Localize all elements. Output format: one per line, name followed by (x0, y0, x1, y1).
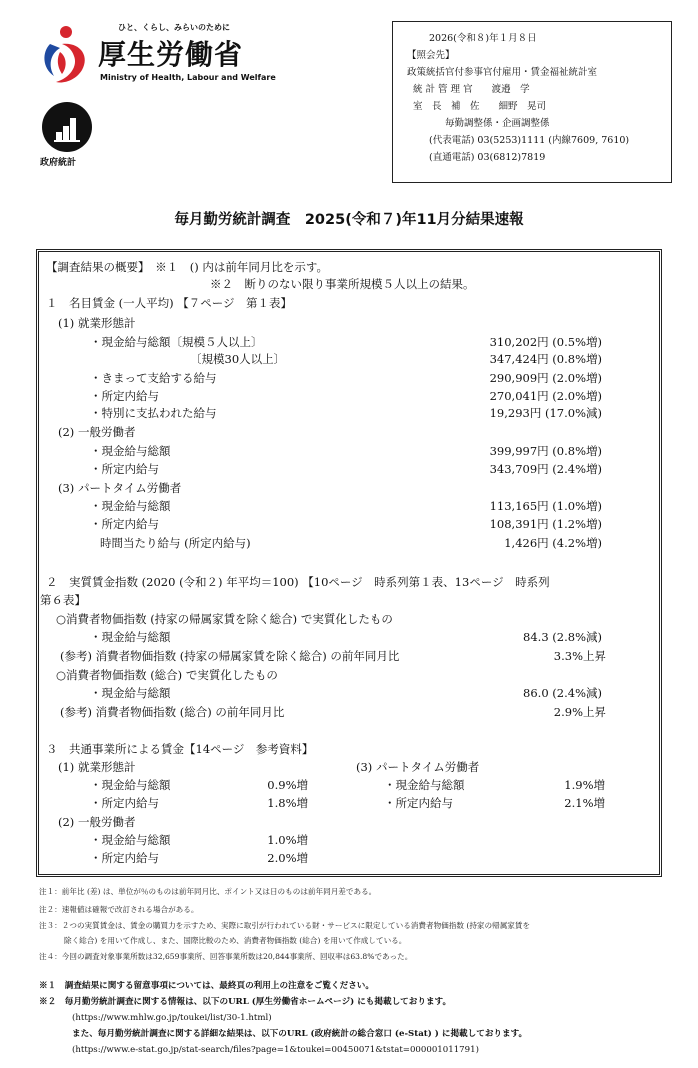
s1-group-2-title: (2) 一般労働者 (58, 425, 136, 439)
s1-g1-row-value: 19,293円 (17.0%減) (489, 406, 602, 420)
contact-person-2: 室 長 補 佐 細野 晃司 (413, 101, 547, 112)
note-4: 注４：今回の調査対象事業所数は32,659事業所、回答事業所数は20,844事業所、回収率は63.8%であった。 (39, 952, 413, 961)
logo-mark-red-dot (60, 26, 72, 38)
footnote-3: また、毎月勤労統計調査に関する詳細な結果は、以下のURL (政府統計の総合窓口 (e-Stat) ) に掲載しております。 (72, 1029, 528, 1039)
s1-group-3-title: (3) パートタイム労働者 (58, 481, 182, 495)
s1-g1-row-label: ・所定内給与 (90, 389, 159, 403)
s3-g1-row-value: 0.9%増 (267, 778, 308, 792)
s1-g3-row-value: 108,391円 (1.2%増) (489, 517, 602, 531)
gov-stats-label: 政府統計 (40, 158, 77, 168)
note-3-cont: 除く総合) を用いて作成し、また、国際比較のため、消費者物価指数 (総合) を用いて作成している。 (64, 936, 407, 945)
s2-a-title: ○消費者物価指数 (持家の帰属家賃を除く総合) で実質化したもの (56, 612, 393, 626)
s1-g2-row-value: 399,997円 (0.8%増) (489, 444, 602, 458)
s1-g1-row-label: ・特別に支払われた給与 (90, 406, 217, 420)
contact-office: 政策統括官付参事官付雇用・賃金福祉統計室 (407, 67, 598, 78)
footnote-2: ※２ 毎月勤労統計調査に関する情報は、以下のURL (厚生労働省ホームページ) にも掲載しております。 (39, 997, 452, 1007)
s3-g3-row-value: 2.1%増 (564, 796, 605, 810)
section-2-title: ２ 実質賃金指数 (2020 (令和２) 年平均＝100) 【10ページ 時系列第１表、13ページ 時系列 (46, 575, 550, 589)
contact-phone-direct: (直通電話) 03(6812)7819 (429, 152, 546, 163)
footnote-1: ※１ 調査結果に関する留意事項については、最終頁の利用上の注意をご覧ください。 (39, 981, 374, 991)
logo-mark-blue (44, 44, 60, 76)
section-2-title-cont: 第６表】 (40, 593, 86, 607)
s3-g2-row-value: 1.0%増 (267, 833, 308, 847)
s1-g1-row-label: ・現金給与総額〔規模５人以上〕 (90, 335, 263, 349)
ministry-name-en: Ministry of Health, Labour and Welfare (100, 73, 276, 82)
s3-g2-row-label: ・現金給与総額 (90, 833, 171, 847)
s1-g3-row-value: 113,165円 (1.0%増) (489, 499, 602, 513)
s1-g1-row-value: 270,041円 (2.0%増) (489, 389, 602, 403)
contact-section: 毎勤調整係・企画調整係 (445, 118, 550, 129)
contact-person-1: 統 計 管 理 官 渡邉 学 (413, 84, 530, 95)
contact-phone-main: (代表電話) 03(5253)1111 (内線7609, 7610) (429, 135, 630, 146)
summary-heading-2: ※２ 断りのない限り事業所規模５人以上の結果。 (210, 277, 475, 291)
contact-heading: 【照会先】 (407, 50, 455, 61)
s2-b-ref-label: (参考) 消費者物価指数 (総合) の前年同月比 (60, 705, 285, 719)
s2-b-ref-value: 2.9%上昇 (553, 705, 606, 719)
s1-g2-row-label: ・現金給与総額 (90, 444, 171, 458)
release-date: 2026(令和８)年１月８日 (429, 33, 537, 44)
s3-g3-row-value: 1.9%増 (564, 778, 605, 792)
gov-stats-icon (42, 102, 92, 152)
s1-g3-row-label: ・所定内給与 (90, 517, 159, 531)
s1-g1-row-value: 347,424円 (0.8%増) (489, 352, 602, 366)
s2-a-row-value: 84.3 (2.8%減) (523, 630, 602, 644)
footnote-url-mhlw[interactable]: (https://www.mhlw.go.jp/toukei/list/30-1.html) (72, 1013, 272, 1023)
s2-b-row-value: 86.0 (2.4%減) (523, 686, 602, 700)
s3-group-3-title: (3) パートタイム労働者 (356, 760, 480, 774)
s1-g2-row-label: ・所定内給与 (90, 462, 159, 476)
s3-g1-row-label: ・現金給与総額 (90, 778, 171, 792)
ministry-name: 厚生労働省 (98, 38, 244, 71)
s1-g1-row-label: ・きまって支給する給与 (90, 371, 217, 385)
footnote-url-estat[interactable]: (https://www.e-stat.go.jp/stat-search/files?page=1&toukei=00450071&tstat=000001011791) (72, 1045, 479, 1055)
s1-group-1-title: (1) 就業形態計 (58, 316, 136, 330)
s1-g3-row-label: ・現金給与総額 (90, 499, 171, 513)
section-3-title: ３ 共通事業所による賃金【14ページ 参考資料】 (46, 742, 314, 756)
s3-group-2-title: (2) 一般労働者 (58, 815, 136, 829)
s3-g3-row-label: ・所定内給与 (384, 796, 453, 810)
s1-g2-row-value: 343,709円 (2.4%増) (489, 462, 602, 476)
s3-g2-row-value: 2.0%増 (267, 851, 308, 865)
s2-a-row-label: ・現金給与総額 (90, 630, 171, 644)
note-1: 注１：前年比 (差) は、単位が％のものは前年同月比、ポイント又は日のものは前年同月差である。 (39, 887, 377, 896)
note-2: 注２：速報値は確報で改訂される場合がある。 (39, 905, 199, 914)
logo-mark-red-2 (58, 52, 66, 74)
s2-a-ref-value: 3.3%上昇 (553, 649, 606, 663)
s3-g3-row-label: ・現金給与総額 (384, 778, 465, 792)
note-3: 注３：２つの実質賃金は、賃金の購買力を示すため、実際に取引が行われている財・サービスに限定している消費者物価指数 (持家の帰属家賃を (39, 921, 531, 930)
s1-g1-row-value: 310,202円 (0.5%増) (489, 335, 602, 349)
document-title: 毎月勤労統計調査 2025(令和７)年11月分結果速報 (174, 212, 524, 228)
section-1-title: １ 名目賃金 (一人平均) 【７ページ 第１表】 (46, 296, 293, 310)
s2-b-row-label: ・現金給与総額 (90, 686, 171, 700)
contact-box (392, 21, 672, 183)
logo-tagline: ひと、くらし、みらいのために (118, 23, 230, 32)
s3-g1-row-value: 1.8%増 (267, 796, 308, 810)
s2-b-title: ○消費者物価指数 (総合) で実質化したもの (56, 668, 278, 682)
s1-g1-row-label: 〔規模30人以上〕 (190, 352, 286, 366)
s3-g1-row-label: ・所定内給与 (90, 796, 159, 810)
s3-group-1-title: (1) 就業形態計 (58, 760, 136, 774)
summary-heading: 【調査結果の概要】 ※１ () 内は前年同月比を示す。 (46, 260, 328, 274)
s1-g1-row-value: 290,909円 (2.0%増) (489, 371, 602, 385)
s1-g3-row-label: 時間当たり給与 (所定内給与) (100, 536, 251, 550)
s3-g2-row-label: ・所定内給与 (90, 851, 159, 865)
s1-g3-row-value: 1,426円 (4.2%増) (504, 536, 602, 550)
s2-a-ref-label: (参考) 消費者物価指数 (持家の帰属家賃を除く総合) の前年同月比 (60, 649, 400, 663)
